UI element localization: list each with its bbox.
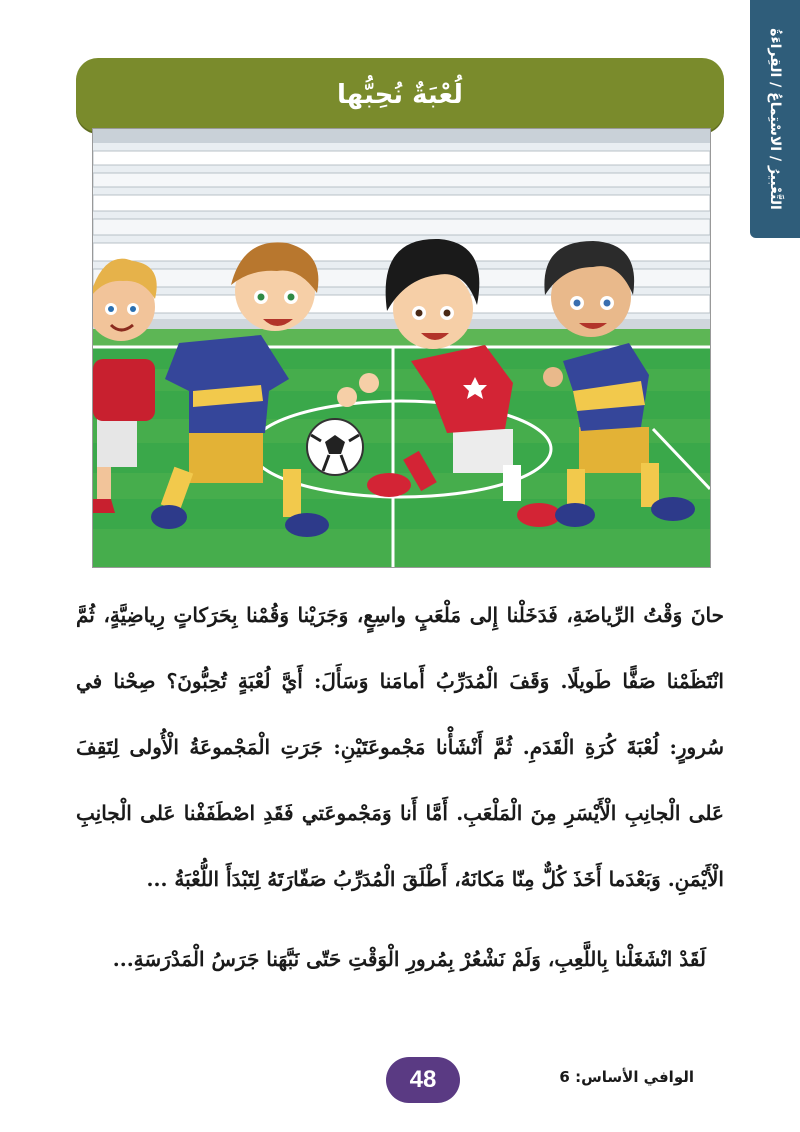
section-tab-label: التَّعْبيرُ / الاسْتِماعُ / القِراءَةُ [767, 28, 784, 210]
book-name: الوافي الأساس: 6 [559, 1068, 694, 1086]
page-number-badge [386, 1057, 460, 1103]
page-number: 48 [409, 1066, 437, 1093]
football-ball [307, 419, 363, 475]
section-tab [750, 0, 800, 238]
story-paragraph-2: لَقَدْ انْشَغَلْنا بِاللَّعِبِ، وَلَمْ نَشْعُرْ بِمُرورِ الْوَقْتِ حَتّى نَبَّهَنا جَرَسُ الْمَدْرَسَةِ... [112, 947, 706, 971]
story-paragraph-1: حانَ وَقْتُ الرِّياضَةِ، فَدَخَلْنا إِلى مَلْعَبٍ واسِعٍ، وَجَرَيْنا وَقُمْنا بِحَرَكاتٍ رِياضِيَّةٍ، ثُمَّ انْتَظَمْنا صَفًّا طَويلًا. وَقَفَ الْمُدَرِّبُ أَمامَنا وَسَأَلَ: أَيَّ لُعْبَةٍ تُحِبُّونَ؟ صِحْنا في سُرورٍ: لُعْبَةَ كُرَةِ الْقَدَمِ. ثُمَّ أَنْشَأْنا مَجْموعَتَيْنِ: جَرَتِ الْمَجْموعَةُ الْأُولى لِتَقِفَ عَلى الْجانِبِ الْأَيْسَرِ مِنَ الْمَلْعَبِ. أَمَّا أَنا وَمَجْموعَتي فَقَدِ اصْطَفَفْنا عَلى الْجانِبِ الْأَيْمَنِ. وَبَعْدَما أَخَذَ كُلٌّ مِنّا مَكانَهُ، أَطْلَقَ الْمُدَرِّبُ صَفّارَتَهُ لِتَبْدَأَ اللُّعْبَةُ ... [76, 603, 724, 891]
football-illustration [92, 128, 711, 568]
page-title: لُعْبَةٌ نُحِبُّها [337, 80, 463, 110]
title-banner [76, 58, 724, 132]
story-text [76, 582, 724, 992]
illustration-canvas [93, 129, 710, 567]
